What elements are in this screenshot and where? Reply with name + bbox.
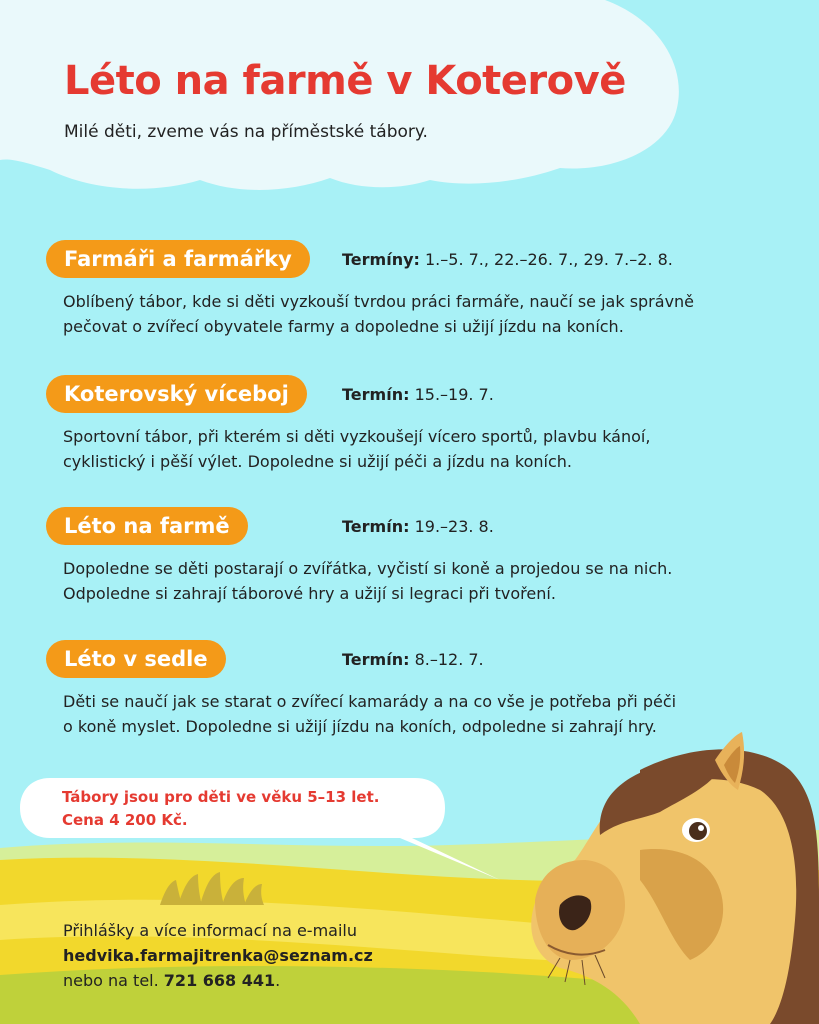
contact-info <box>63 918 373 993</box>
camp-term <box>342 250 673 269</box>
camp-description <box>63 289 783 339</box>
camp-term-label: Termín: <box>342 650 410 669</box>
page-title: Léto na farmě v Koterově <box>64 58 626 104</box>
camp-description-line: Sportovní tábor, při kterém si děti vyzkoušejí vícero sportů, plavbu kánoí, <box>63 427 651 446</box>
contact-phone-line <box>63 968 373 993</box>
camp-description-line: pečovat o zvířecí obyvatele farmy a dopoledne si užijí jízdu na koních. <box>63 317 624 336</box>
camp-term-label: Termíny: <box>342 250 420 269</box>
camp-term-value: 15.–19. 7. <box>414 385 494 404</box>
age-info: Tábory jsou pro děti ve věku 5–13 let. <box>62 788 380 806</box>
camp-description-line: cyklistický i pěší výlet. Dopoledne si užijí péči a jízdu na koních. <box>63 452 573 471</box>
camp-description <box>63 689 783 739</box>
speech-bubble-text <box>62 786 379 832</box>
price-info: Cena 4 200 Kč. <box>62 811 188 829</box>
camp-description-line: Dopoledne se děti postarají o zvířátka, vyčistí si koně a projedou se na nich. <box>63 559 673 578</box>
camp-name-badge: Koterovský víceboj <box>46 375 307 413</box>
camp-name-badge: Léto v sedle <box>46 640 226 678</box>
contact-phone-link[interactable]: 721 668 441 <box>163 971 276 990</box>
camp-description-line: Oblíbený tábor, kde si děti vyzkouší tvrdou práci farmáře, naučí se jak správně <box>63 292 695 311</box>
phone-prefix: nebo na tel. <box>63 971 159 990</box>
camp-description-line: Odpoledne si zahrají táborové hry a užijí si legraci při tvoření. <box>63 584 556 603</box>
camp-description-line: o koně myslet. Dopoledne si užijí jízdu na koních, odpoledne si zahrají hry. <box>63 717 657 736</box>
camp-name-badge: Farmáři a farmářky <box>46 240 310 278</box>
camp-term-value: 19.–23. 8. <box>414 517 494 536</box>
camp-term-value: 1.–5. 7., 22.–26. 7., 29. 7.–2. 8. <box>425 250 673 269</box>
camp-term <box>342 385 494 404</box>
camp-description <box>63 556 783 606</box>
camp-description <box>63 424 783 474</box>
page-subtitle: Milé děti, zveme vás na příměstské tábory. <box>64 122 428 142</box>
contact-intro: Přihlášky a více informací na e-mailu <box>63 921 357 940</box>
contact-email-link[interactable]: hedvika.farmajitrenka@seznam.cz <box>63 946 373 965</box>
camp-name-badge: Léto na farmě <box>46 507 248 545</box>
camp-description-line: Děti se naučí jak se starat o zvířecí kamarády a na co vše je potřeba při péči <box>63 692 677 711</box>
camp-term-value: 8.–12. 7. <box>414 650 484 669</box>
camp-term-label: Termín: <box>342 517 410 536</box>
phone-suffix: . <box>275 971 281 990</box>
camp-term <box>342 517 494 536</box>
camp-term-label: Termín: <box>342 385 410 404</box>
camp-term <box>342 650 484 669</box>
